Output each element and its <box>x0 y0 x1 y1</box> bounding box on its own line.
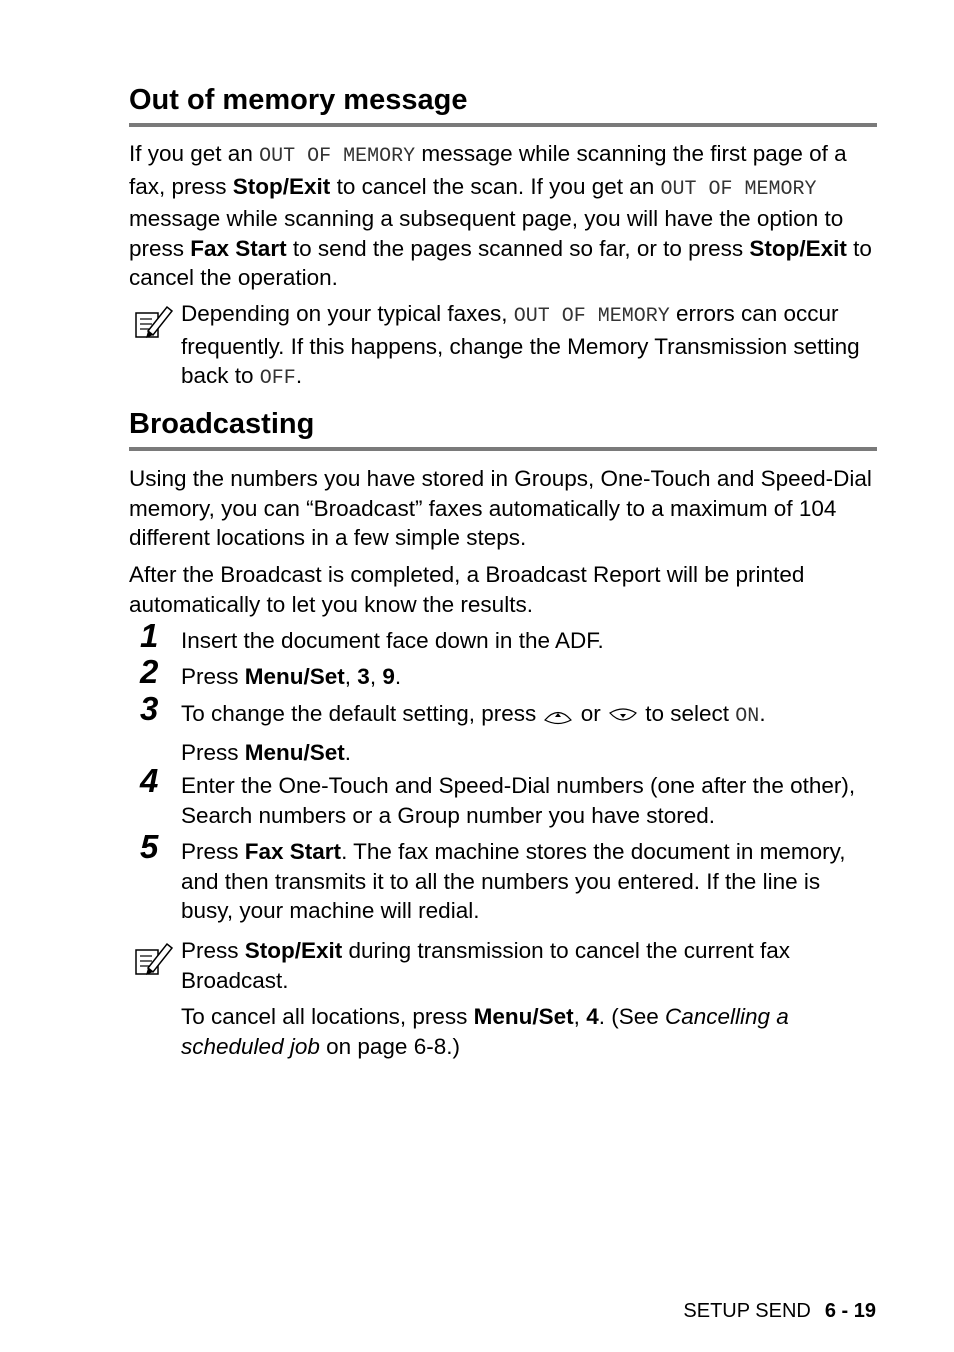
step-number: 4 <box>140 762 159 799</box>
step-5: 5 Press Fax Start. The fax machine stores the document in memory, and then transmits it to all the numbers you entered. If the line is busy, your machine will redial. <box>140 828 846 923</box>
memory-note: Depending on your typical faxes, OUT OF MEMORY errors can occur frequently. If this happens, change the Memory Transmission setting back to OFF. <box>129 299 877 394</box>
out-of-memory-paragraph: If you get an OUT OF MEMORY message while scanning the first page of a fax, press Stop/Exit to cancel the scan. If you get an OUT OF MEMORY message while scanning a subsequent page, you will have the option to press Fax Start to send the pages scanned so far, or to press Stop/Exit to cancel the operation. <box>129 141 872 290</box>
footer-section: SETUP SEND <box>683 1300 811 1322</box>
page-number: 6 - 19 <box>824 1300 876 1322</box>
step-number: 2 <box>140 653 159 690</box>
step-number: 1 <box>140 617 159 654</box>
title-underline <box>129 123 877 127</box>
down-arrow-key-icon <box>607 707 639 725</box>
section-title-out-of-memory: Out of memory message <box>129 84 468 116</box>
step-number: 3 <box>140 690 159 727</box>
step-number: 5 <box>140 828 159 865</box>
step-3: 3 To change the default setting, press or to select ON. Press Menu/Set. <box>140 690 766 765</box>
step-1: 1 Insert the document face down in the ADF. <box>140 617 604 654</box>
broadcasting-report-paragraph: After the Broadcast is completed, a Broadcast Report will be printed automatically to let you know the results. <box>129 562 805 617</box>
up-arrow-key-icon <box>542 707 574 725</box>
pencil-note-icon <box>134 940 174 978</box>
page-footer <box>683 1300 876 1323</box>
broadcast-note: Press Stop/Exit during transmission to cancel the current fax Broadcast. To cancel all locations, press Menu/Set, 4. (See Cancelling a scheduled job on page 6-8.) <box>129 936 877 1061</box>
title-underline <box>129 447 877 451</box>
broadcasting-intro: Using the numbers you have stored in Groups, One-Touch and Speed-Dial memory, you can “Broadcast” faxes automatically to a maximum of 104 different locations in a few simple steps. <box>129 466 872 550</box>
section-title-broadcasting: Broadcasting <box>129 408 315 440</box>
pencil-note-icon <box>134 303 174 341</box>
step-2: 2 Press Menu/Set, 3, 9. <box>140 653 402 690</box>
step-4: 4 Enter the One-Touch and Speed-Dial numbers (one after the other), Search numbers or a Group number you have stored. <box>140 762 856 828</box>
